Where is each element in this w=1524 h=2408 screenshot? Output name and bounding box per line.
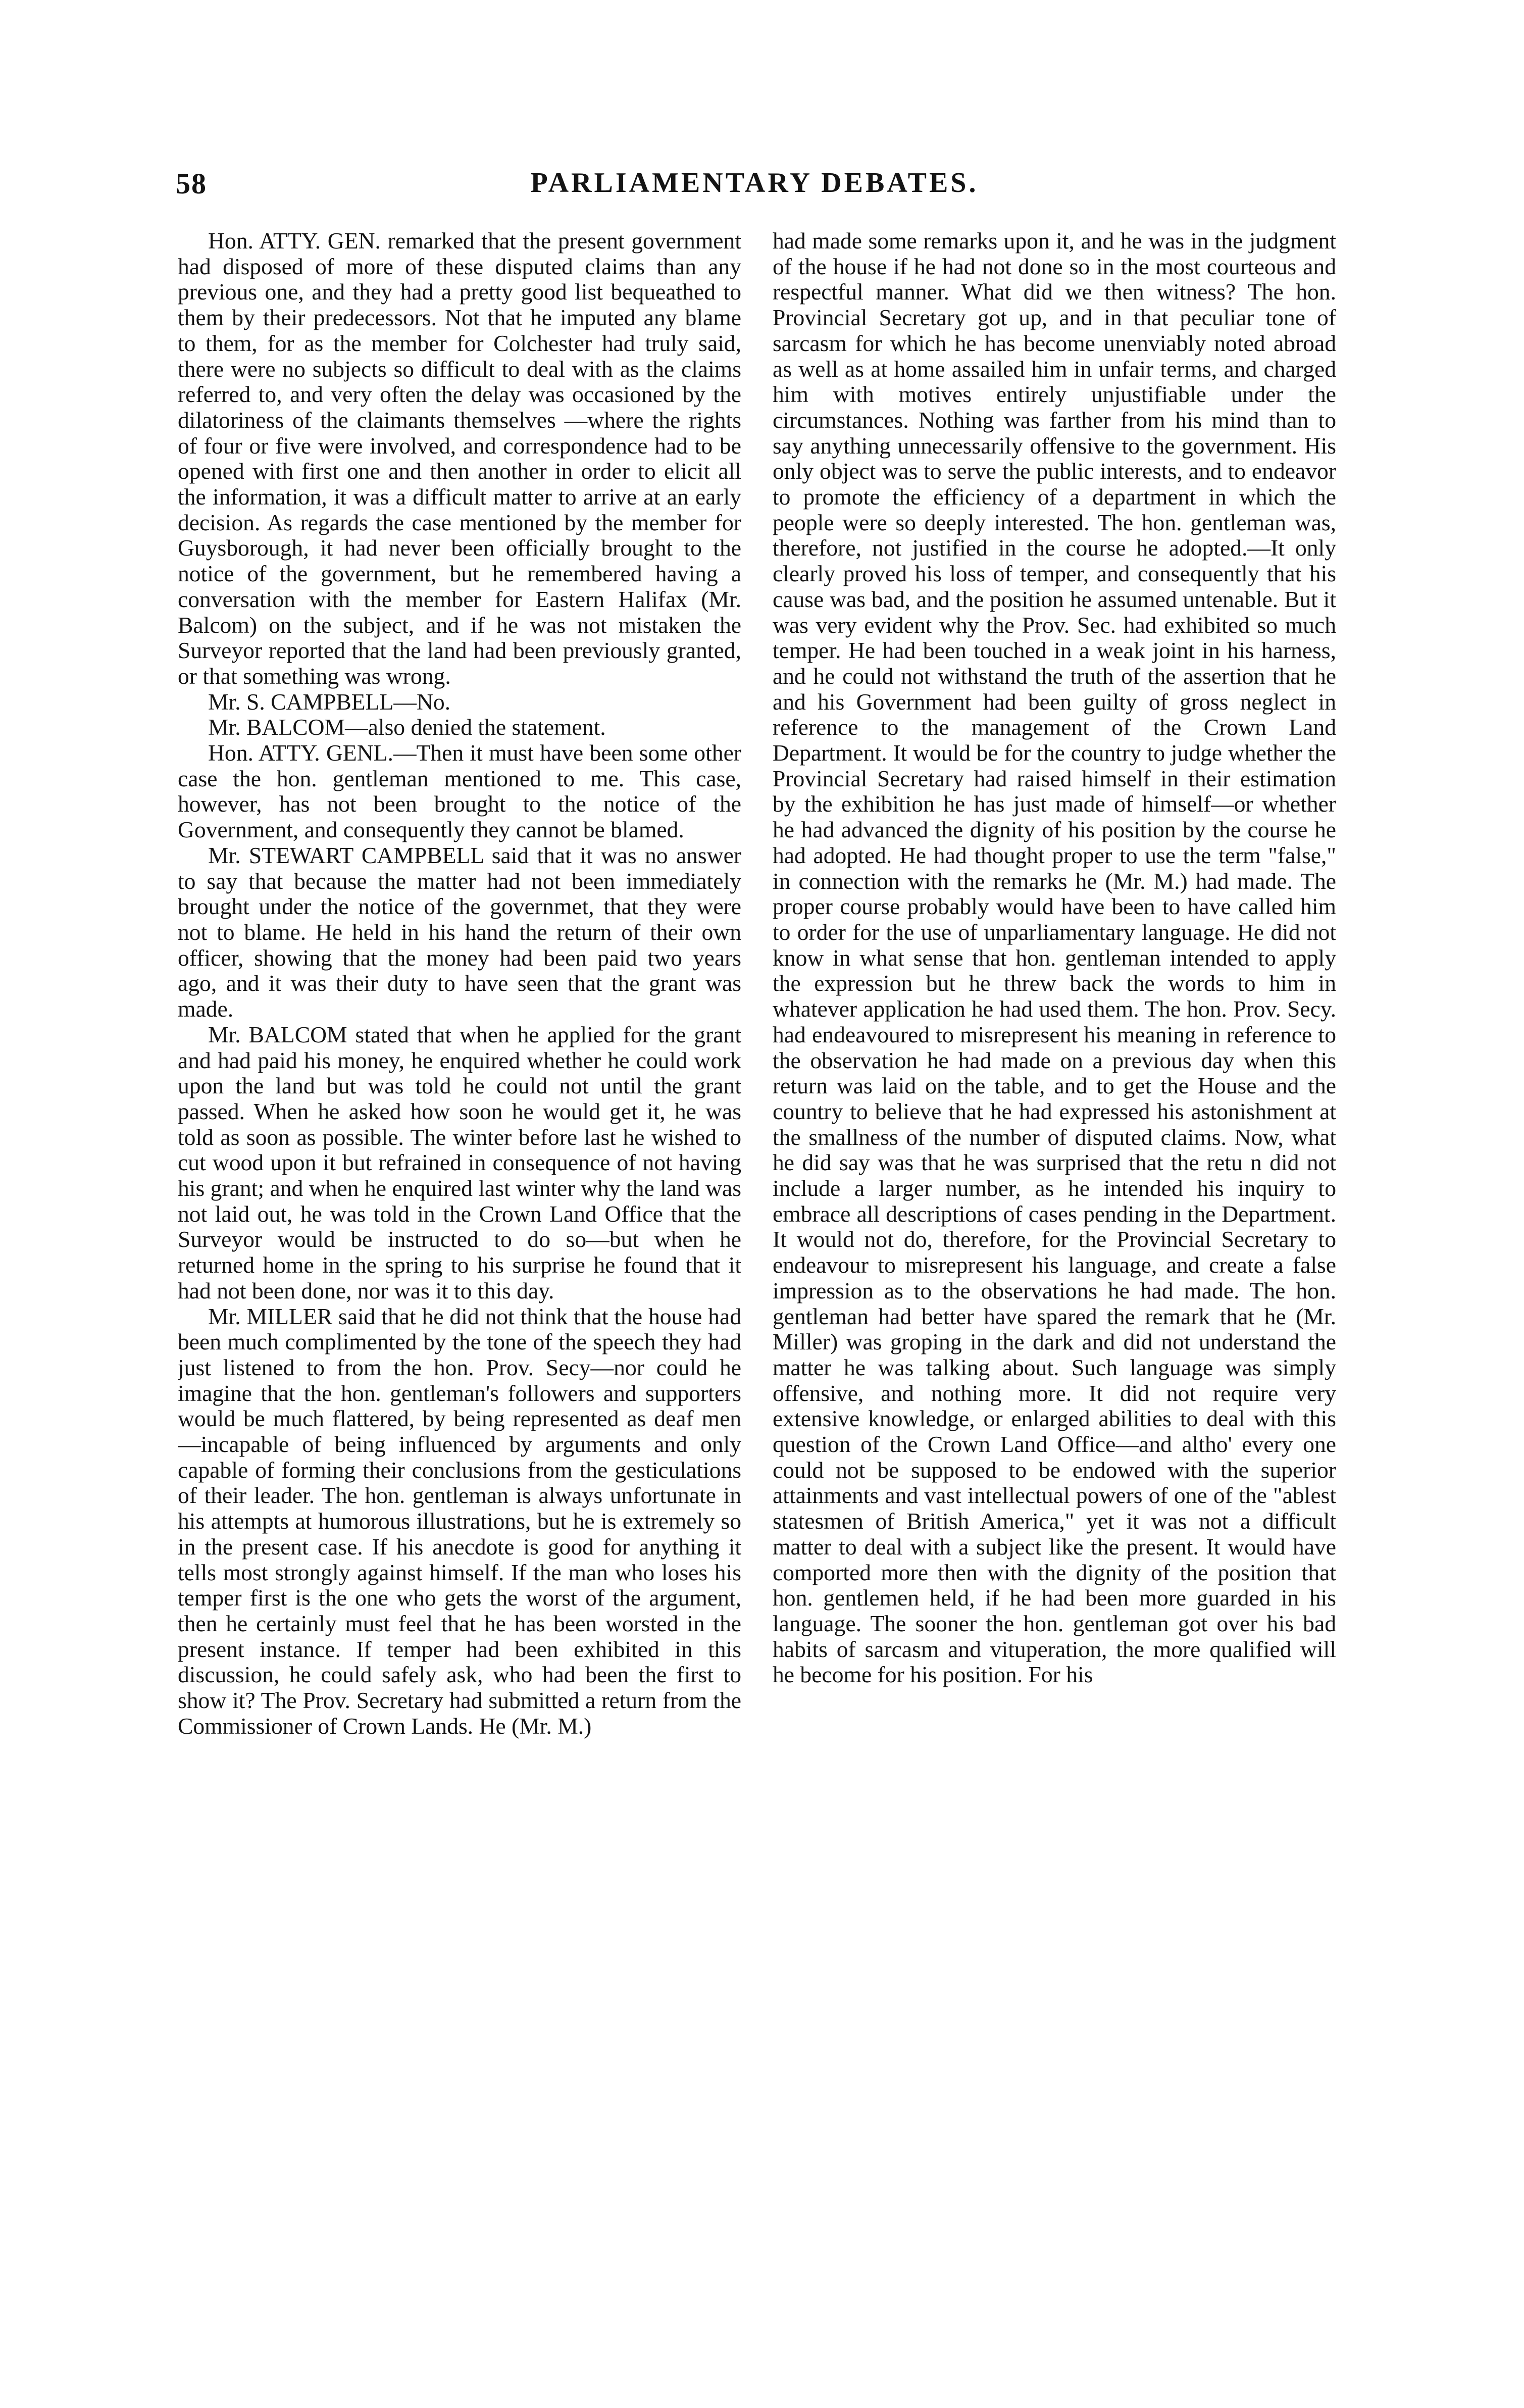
left-column [178, 228, 741, 2289]
running-title: PARLIAMENTARY DEBATES. [530, 167, 979, 198]
paragraph: Mr. S. CAMPBELL—No. [208, 688, 451, 715]
paragraph: Hon. ATTY. GENL.—Then it must have been some other case the hon. gentleman mentioned to me. This case, however, has not been brought to the notice of the Government, and consequently they cannot be blamed. [178, 740, 741, 843]
paragraph: Mr. BALCOM stated that when he applied for the grant and had paid his money, he enquired whether he could work upon the land but was told he could not until the grant passed. When he asked how soon he would get it, he was told as soon as possible. The winter before last he wished to cut wood upon it but refrained in consequence of not having his grant; and when he enquired last winter why the land was not laid out, he was told in the Crown Land Office that the Surveyor would be instructed to do so—but when he returned home in the spring to his surprise he found that it had not been done, nor was it to this day. [178, 1021, 741, 1303]
paragraph: Mr. STEWART CAMPBELL said that it was no answer to say that because the matter had not been immediately brought under the notice of the governmet, that they were not to blame. He held in his hand the return of their own officer, showing that the money had been paid two years ago, and it was their duty to have seen that the grant was made. [178, 842, 741, 1022]
right-column [773, 228, 1336, 2289]
paragraph: Hon. ATTY. GEN. remarked that the present government had disposed of more of these disputed claims than any previous one, and they had a pretty good list bequeathed to them by their predecessors. Not that he imputed any blame to them, for as the member for Colchester had truly said, there were no subjects so difficult to deal with as the claims referred to, and very often the delay was occasioned by the dilatoriness of the claimants themselves —where the rights of four or five were involved, and correspondence had to be opened with first one and then another in order to elicit all the information, it was a difficult matter to arrive at an early decision. As regards the case mentioned by the member for Guysborough, it had never been officially brought to the notice of the government, but he remembered having a conversation with the member for Eastern Halifax (Mr. Balcom) on the subject, and if he was not mistaken the Surveyor reported that the land had been previously granted, or that something was wrong. [178, 228, 741, 689]
page-header [176, 167, 1333, 207]
page-number: 58 [176, 167, 207, 200]
paragraph: Mr. BALCOM—also denied the statement. [208, 714, 606, 740]
paragraph: Mr. MILLER said that he did not think that the house had been much complimented by the tone of the speech they had just listened to from the hon. Prov. Secy—nor could he imagine that the hon. gentleman's followers and supporters would be much flattered, by being represented as deaf men—incapable of being influenced by arguments and only capable of forming their conclusions from the gesticulations of their leader. The hon. gentleman is always unfortunate in his attempts at humorous illustrations, but he is extremely so in the present case. If his anecdote is good for anything it tells most strongly against himself. If the man who loses his temper first is the one who gets the worst of the argument, then he certainly must feel that he has been worsted in the present instance. If temper had been exhibited in this discussion, he could safely ask, who had been the first to show it? The Prov. Secretary had submitted a return from the Commissioner of Crown Lands. He (Mr. M.) [178, 1303, 741, 1739]
paragraph-continued: had made some remarks upon it, and he was in the judgment of the house if he had not done so in the most courteous and respectful manner. What did we then witness? The hon. Provincial Secretary got up, and in that peculiar tone of sarcasm for which he has become unenviably noted abroad as well as at home assailed him in unfair terms, and charged him with motives entirely unjustifiable under the circumstances. Nothing was farther from his mind than to say anything unnecessarily offensive to the government. His only object was to serve the public interests, and to endeavor to promote the efficiency of a department in which the people were so deeply interested. The hon. gentleman was, therefore, not justified in the course he adopted.—It only clearly proved his loss of temper, and consequently that his cause was bad, and the position he assumed untenable. But it was very evident why the Prov. Sec. had exhibited so much temper. He had been touched in a weak joint in his harness, and he could not withstand the truth of the assertion that he and his Government had been guilty of gross neglect in reference to the management of the Crown Land Department. It would be for the country to judge whether the Provincial Secretary had raised himself in their estimation by the exhibition he has just made of himself—or whether he had advanced the dignity of his position by the course he had adopted. He had thought proper to use the term "false," in connection with the remarks he (Mr. M.) had made. The proper course probably would have been to have called him to order for the use of unparliamentary language. He did not know in what sense that hon. gentleman intended to apply the expression but he threw back the words to him in whatever application he had used them. The hon. Prov. Secy. had endeavoured to misrepresent his meaning in reference to the observation he had made on a previous day when this return was laid on the table, and to get the House and the country to believe that he had expressed his astonishment at the smallness of the number of disputed claims. Now, what he did say was that he was surprised that the retu n did not include a larger number, as he intended his inquiry to embrace all descriptions of cases pending in the Department. It would not do, therefore, for the Provincial Secretary to endeavour to misrepresent his language, and create a false impression as to the observations he had made. The hon. gentleman had better have spared the remark that he (Mr. Miller) was groping in the dark and did not understand the matter he was talking about. Such language was simply offensive, and nothing more. It did not require very extensive knowledge, or enlarged abilities to deal with this question of the Crown Land Office—and altho' every one could not be supposed to be endowed with the superior attainments and vast intellectual powers of one of the "ablest statesmen of British America," yet it was not a difficult matter to deal with a subject like the present. It would have comported more then with the dignity of the position that hon. gentlemen held, if he had been more guarded in his language. The sooner the hon. gentleman got over his bad habits of sarcasm and vituperation, the more qualified will he become for his position. For his [773, 228, 1336, 1688]
